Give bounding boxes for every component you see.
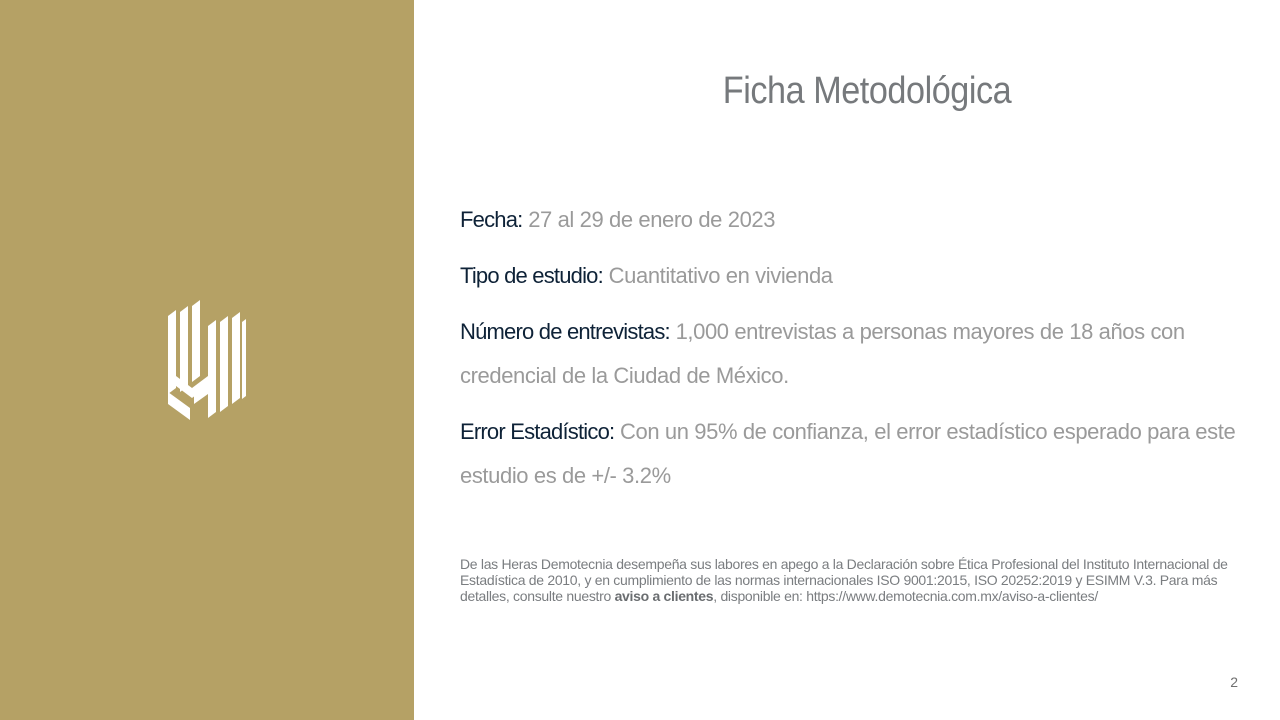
building-columns-logo-icon	[166, 298, 248, 422]
disclaimer-url-text: , disponible en: https://www.demotecnia.com.mx/aviso-a-clientes/	[713, 588, 1098, 604]
brand-panel	[0, 0, 414, 720]
methodology-list	[460, 198, 1250, 510]
client-notice-link-text: aviso a clientes	[614, 588, 714, 604]
disclaimer-text: De las Heras Demotecnia desempeña sus labores en apego a la Declaración sobre Ética Profesional del Instituto Internacional de Estadística de 2010, y en cumplimiento de las normas internacionales ISO 9001:2015, ISO 20252:2019 y ESIMM V.3. Para más detalles, consulte nuestro	[460, 556, 1228, 604]
study-type-value: Cuantitativo en vivienda	[608, 263, 833, 288]
disclaimer	[460, 556, 1230, 604]
study-type-item	[460, 254, 1250, 298]
interviews-value: 1,000 entrevistas a personas mayores de 18 años con credencial de la Ciudad de México.	[460, 319, 1185, 388]
page-number: 2	[1230, 674, 1238, 690]
date-label: Fecha:	[460, 207, 523, 232]
study-type-label: Tipo de estudio:	[460, 263, 603, 288]
statistical-error-label: Error Estadístico:	[460, 419, 615, 444]
statistical-error-item	[460, 410, 1250, 498]
interviews-item	[460, 310, 1250, 398]
date-value: 27 al 29 de enero de 2023	[528, 207, 776, 232]
statistical-error-value: Con un 95% de confianza, el error estadístico esperado para este estudio es de +/- 3.2%	[460, 419, 1236, 488]
date-item	[460, 198, 1250, 242]
interviews-label: Número de entrevistas:	[460, 319, 670, 344]
page-title: Ficha Metodológica	[722, 70, 1012, 112]
